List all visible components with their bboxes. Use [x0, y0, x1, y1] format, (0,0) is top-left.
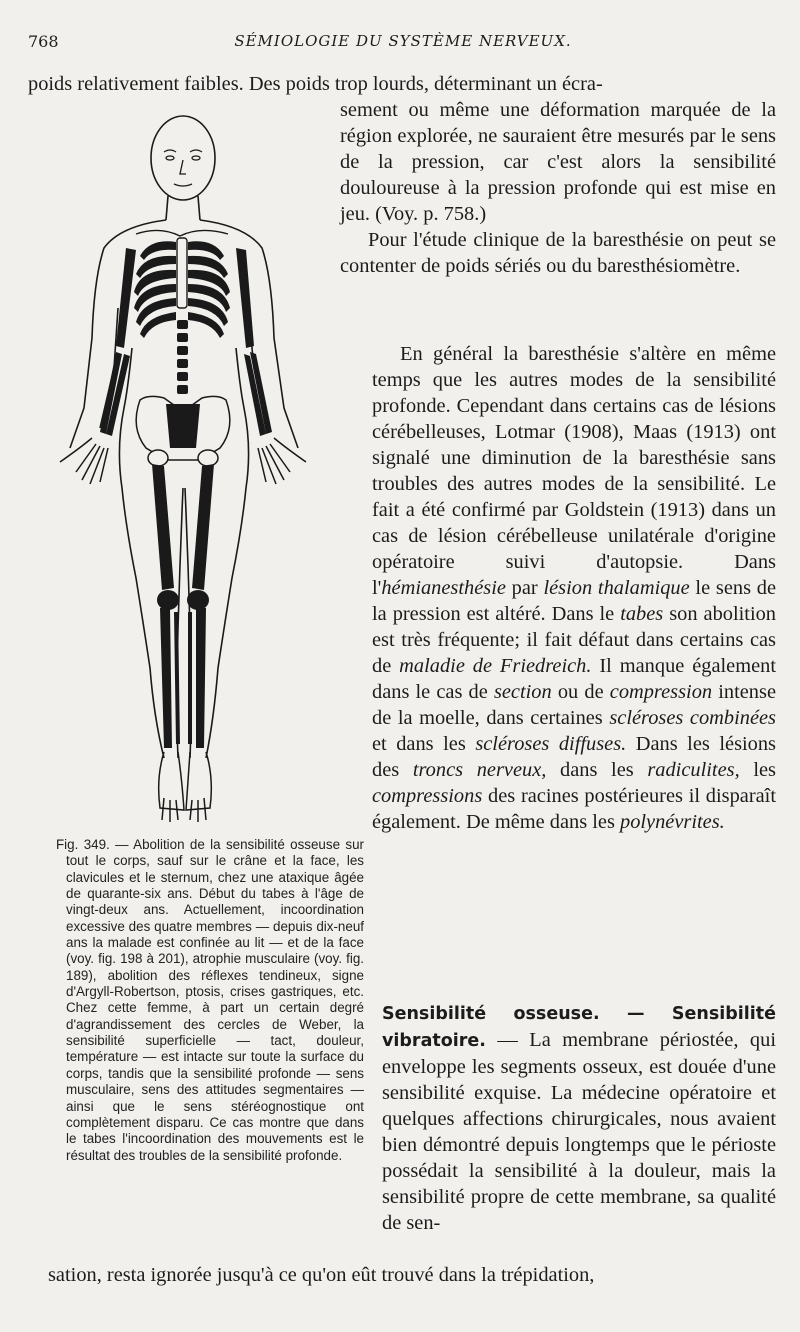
- paragraph-clinical: Pour l'étude clinique de la baresthésie on peut se contenter de poids sériés ou du baresthésiomètre.: [340, 229, 776, 277]
- right-text-column-2: [372, 341, 776, 835]
- p3-text-a: En général la baresthésie s'altère en même temps que les autres modes de la sensibilité profonde. Cependant dans certains cas de lésions cérébelleuses, Lotmar (1908), Maas (1913) ont signalé une diminution de la baresthésie sans troubles des autres modes de la sensibilité. Le fait a été confirmé par Goldstein (1913) dans un cas de lésion cérébelleuse unilatérale d'origine opératoire suivi d'autopsie. Dans l': [372, 343, 776, 599]
- paragraph-pressure: sement ou même une déformation marquée de la région explorée, ne sauraient être mesurés par le sens de la pression, car c'est alors la sensibilité douloureuse à la pression profonde qui est mise en jeu. (Voy. p. 758.): [340, 99, 776, 225]
- p3-text-f: ou de: [551, 681, 610, 703]
- text-line-bottom: sation, resta ignorée jusqu'à ce qu'on eût trouvé dans la trépidation,: [48, 1264, 595, 1286]
- p3-term-hemianesthesie: hémianesthésie: [381, 577, 506, 599]
- caption-body: — Abolition de la sensibilité osseuse sur tout le corps, sauf sur le crâne et la face, les clavicules et le sternum, chez une ataxique âgée de quarante-six ans. Début du tabes à l'âge de vingt-deux ans. Actuellement, incoordination excessive des quatre membres — depuis dix-neuf ans la malade est confinée au lit — et de la face (voy. fig. 198 à 201), atrophie musculaire (voy. fig. 189), abolition des réflexes tendineux, signe d'Argyll-Robertson, ptosis, crises gastriques, etc. Chez cette femme, à part un certain degré d'agrandissement des cercles de Weber, la sensibilité superficielle — tact, douleur, température — est intacte sur toute la surface du corps, tandis que la sensibilité profonde — sens musculaire, sens des attitudes segmentaires — ainsi que le sens stéréognostique ont complètement disparu. Ce cas montre que dans le tabes l'incoordination des mouvements est le résultat des troubles de la sensibilité profonde.: [66, 837, 364, 1163]
- p3-text-j: dans les: [546, 759, 648, 781]
- spine: [177, 320, 188, 394]
- figure-caption: [56, 837, 364, 1164]
- section-title: Sensibilité osseuse. — Sensibilité vibratoire.: [382, 1004, 776, 1051]
- paragraph-osseuse: [382, 1000, 776, 1236]
- lower-text-column: [382, 1000, 776, 1236]
- page-number: 768: [28, 32, 59, 51]
- p3-term-thalamique: lésion thalamique: [543, 577, 690, 599]
- page-header: [28, 32, 778, 56]
- p3-term-troncs: troncs nerveux,: [412, 759, 547, 781]
- right-text-column: [340, 97, 776, 279]
- p3-text-k: les: [739, 759, 776, 781]
- p3-term-radiculites: radiculites,: [647, 759, 740, 781]
- p3-text-d: son abolition est très fréquente; il fait défaut dans certains cas de: [372, 603, 777, 677]
- skeleton-figure: [40, 108, 340, 828]
- foot-icon: [159, 752, 212, 822]
- p3-text-i: Dans les lésions des: [372, 733, 776, 781]
- p3-text-g: intense de la moelle, dans certaines: [372, 681, 776, 729]
- face-icon: [164, 150, 202, 186]
- p3-term-scleroses-combinees: scléroses combinées: [609, 707, 776, 729]
- caption-label: Fig. 349.: [56, 837, 110, 852]
- p3-term-tabes: tabes: [620, 603, 664, 625]
- caption-text: [56, 837, 364, 1164]
- p4-text: — La membrane périostée, qui enveloppe les segments osseux, est douée d'une sensibilité exquise. La médecine opératoire et quelques affections chirurgicales, nous avaient bien démontré depuis longtemps que le périoste possédait la sensibilité à la douleur, mais la sensibilité propre de cette membrane, sa qualité de sen-: [382, 1029, 776, 1234]
- paragraph-alterations: [372, 341, 776, 835]
- p3-term-compression: compression: [609, 681, 713, 703]
- p3-text-e: Il manque également dans le cas de: [372, 655, 777, 703]
- p3-text-l: des racines postérieures il disparaît également. De même dans les: [372, 785, 776, 833]
- p3-text-c: le sens de la pression est altéré. Dans le: [372, 577, 776, 625]
- p3-text-b: par: [505, 577, 544, 599]
- text-line-top: poids relativement faibles. Des poids trop lourds, déterminant un écra-: [28, 73, 603, 95]
- p3-term-scleroses-diffuses: scléroses diffuses.: [475, 733, 627, 755]
- pelvis: [136, 396, 230, 466]
- p3-text-h: et dans les: [372, 733, 476, 755]
- running-title: SÉMIOLOGIE DU SYSTÈME NERVEUX.: [234, 32, 572, 50]
- p3-term-polynevrites: polynévrites.: [620, 811, 725, 833]
- p3-term-friedreich: maladie de Friedreich.: [399, 655, 592, 677]
- p3-term-section: section: [493, 681, 552, 703]
- p3-term-compressions: compressions: [372, 785, 483, 807]
